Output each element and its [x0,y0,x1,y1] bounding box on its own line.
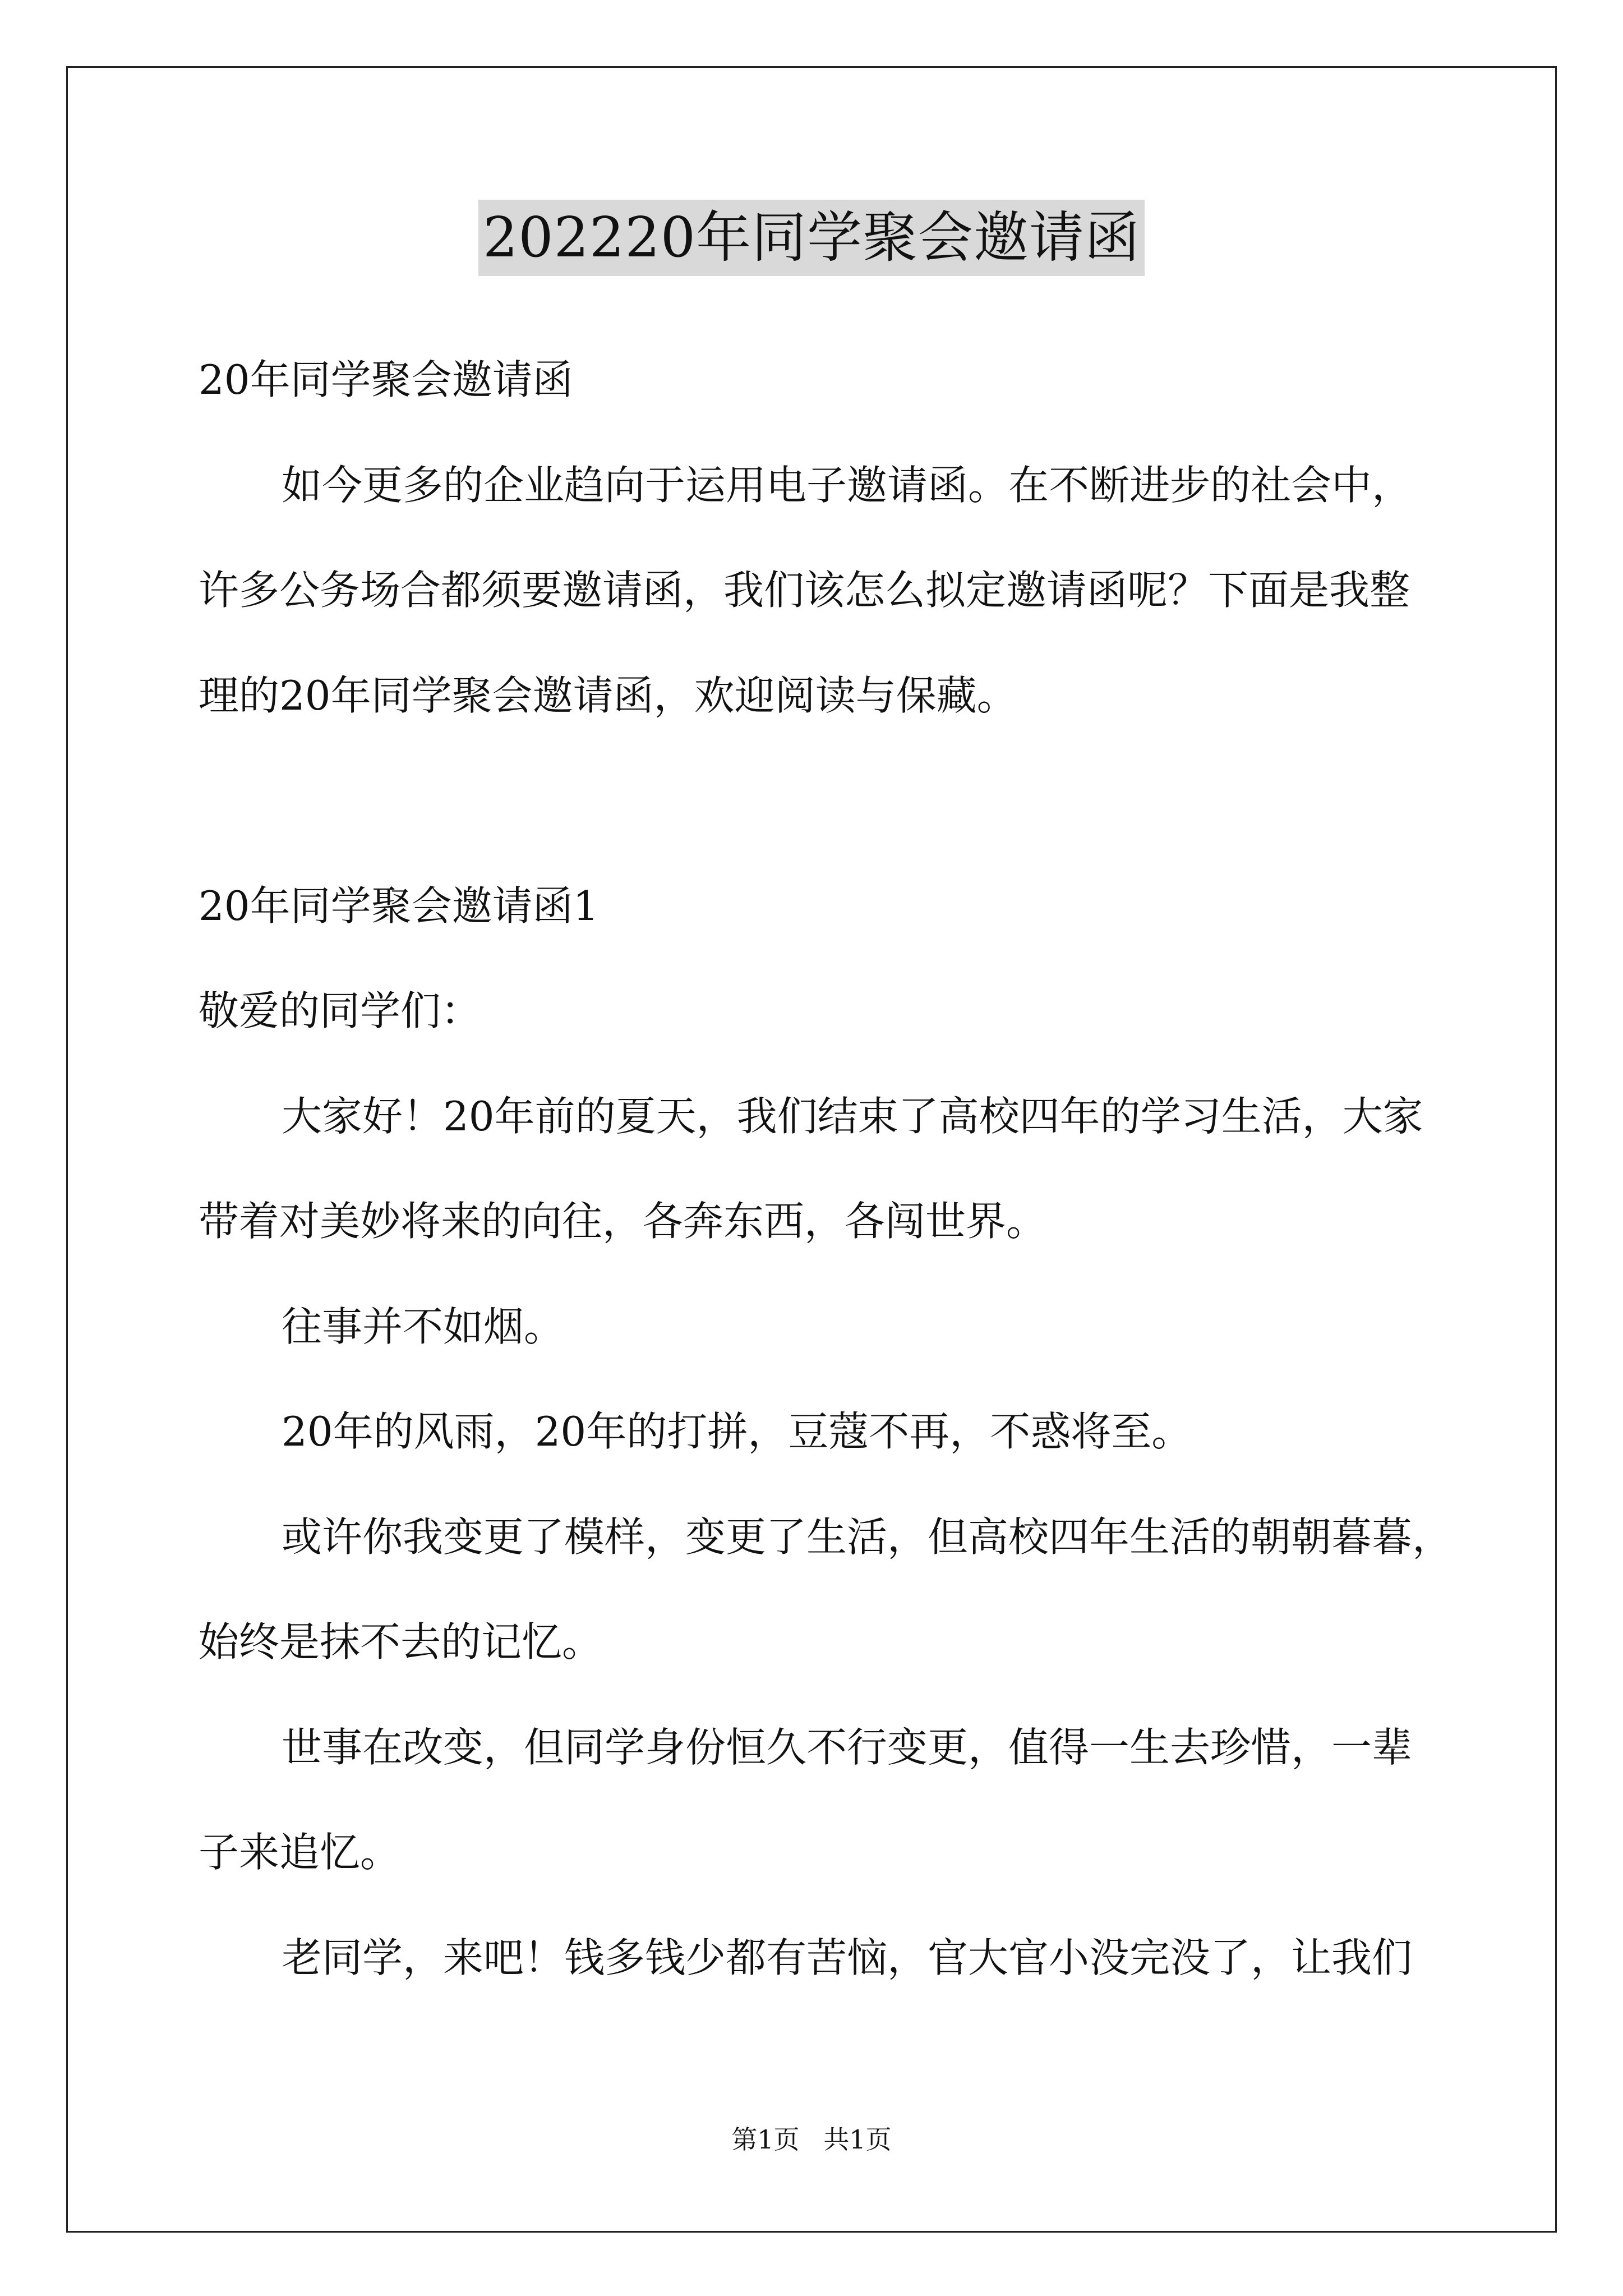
title-container [0,200,1623,276]
section-heading: 20年同学聚会邀请函1 [199,882,599,930]
paragraph-line: 子来追忆。 [199,1829,401,1876]
paragraph-line: 或许你我变更了模样，变更了生活，但高校四年生活的朝朝暮暮， [282,1513,1453,1561]
paragraph-line: 如今更多的企业趋向于运用电子邀请函。在不断进步的社会中， [282,462,1413,509]
paragraph-line: 许多公务场合都须要邀请函，我们该怎么拟定邀请函呢？下面是我整 [199,567,1410,614]
paragraph-line: 大家好！20年前的夏天，我们结束了高校四年的学习生活，大家 [282,1093,1423,1140]
paragraph-line: 往事并不如烟。 [282,1303,565,1350]
paragraph-line: 始终是抹不去的记忆。 [199,1618,603,1665]
salutation-line: 敬爱的同学们： [199,987,482,1034]
paragraph-line: 20年的风雨，20年的打拼，豆蔻不再，不惑将至。 [282,1408,1192,1455]
document-title: 202220年同学聚会邀请函 [478,200,1145,276]
paragraph-line: 老同学，来吧！钱多钱少都有苦恼，官大官小没完没了，让我们 [282,1934,1413,1981]
paragraph-line: 理的20年同学聚会邀请函，欢迎阅读与保藏。 [199,672,1017,719]
subtitle-line: 20年同学聚会邀请函 [199,356,573,403]
page-number: 第1页 [731,2124,800,2155]
page-total: 共1页 [823,2124,892,2155]
paragraph-line: 带着对美妙将来的向往，各奔东西，各闯世界。 [199,1198,1047,1245]
paragraph-line: 世事在改变，但同学身份恒久不行变更，值得一生去珍惜，一辈 [282,1724,1413,1771]
page-footer [0,2123,1623,2156]
